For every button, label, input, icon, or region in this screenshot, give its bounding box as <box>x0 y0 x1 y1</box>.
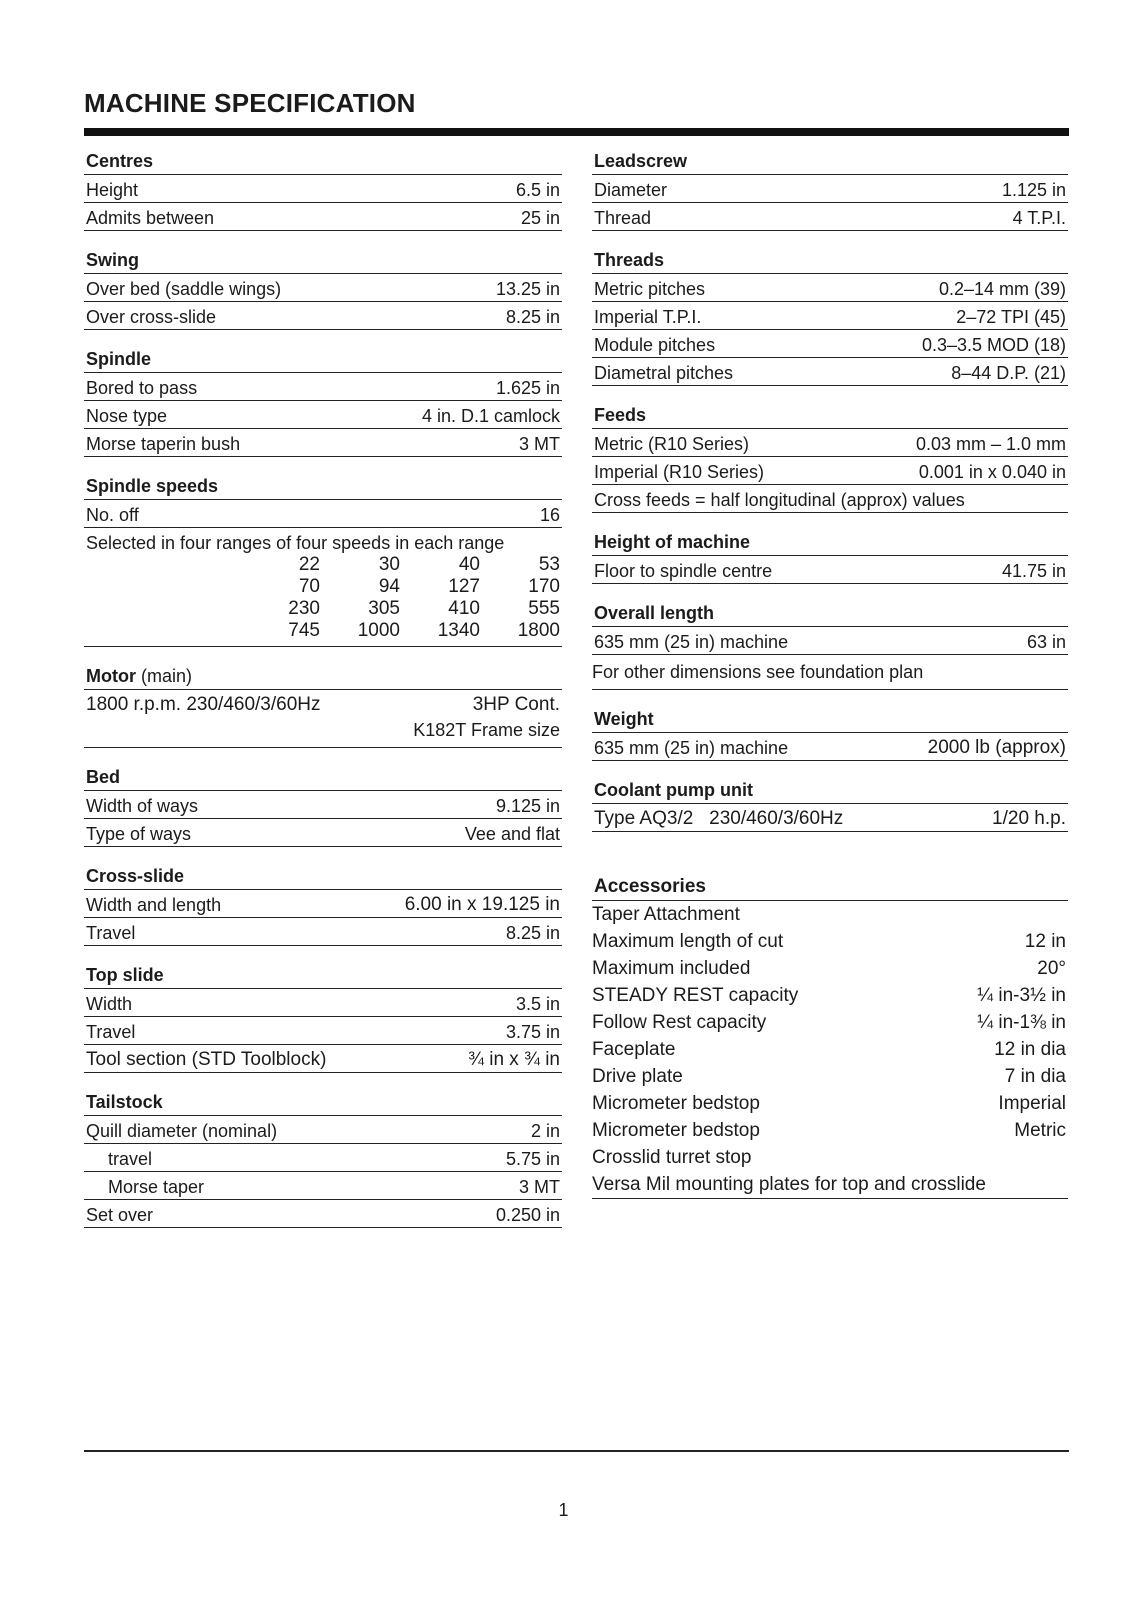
spec-label: Module pitches <box>594 335 716 355</box>
speed-cell: 305 <box>368 598 400 619</box>
spec-label: 1800 r.p.m. 230/460/3/60Hz <box>86 694 321 715</box>
accessory-row <box>592 1036 1068 1063</box>
spec-label: Over cross-slide <box>86 307 217 327</box>
spec-value: 1.125 in <box>1001 180 1066 200</box>
spec-value: 63 in <box>1026 632 1066 652</box>
spec-value: 0.001 in x 0.040 in <box>918 462 1066 482</box>
speed-cell: 30 <box>378 554 400 575</box>
spec-row <box>84 401 562 429</box>
spec-label: Morse taperin bush <box>86 434 241 454</box>
spec-label: Imperial (R10 Series) <box>594 462 765 482</box>
speed-range-row <box>242 620 562 642</box>
spec-value: 2000 lb (approx) <box>927 737 1066 758</box>
speed-cell: 170 <box>528 576 560 597</box>
spec-value: 0.2–14 mm (39) <box>938 279 1066 299</box>
section-motor <box>84 661 562 748</box>
speed-cell: 40 <box>458 554 480 575</box>
spec-row <box>592 330 1068 358</box>
accessory-label: Versa Mil mounting plates for top and crosslide <box>592 1174 986 1195</box>
accessory-label: Micrometer bedstop <box>592 1120 760 1141</box>
left-column <box>84 146 562 1242</box>
speed-cell: 555 <box>528 598 560 619</box>
speed-range-row <box>242 576 562 598</box>
motor-frame-size: K182T Frame size <box>84 717 562 748</box>
spec-value: 3.5 in <box>515 994 560 1014</box>
spec-row <box>592 302 1068 330</box>
speed-cell: 22 <box>298 554 320 575</box>
accessory-label: Micrometer bedstop <box>592 1093 760 1114</box>
spec-value: 0.250 in <box>495 1205 560 1225</box>
section-overall-length <box>592 598 1068 690</box>
spec-label: Width of ways <box>86 796 199 816</box>
spec-label: Over bed (saddle wings) <box>86 279 282 299</box>
speed-cell: 94 <box>378 576 400 597</box>
spec-label: Type of ways <box>86 824 192 844</box>
spec-value: 6.5 in <box>515 180 560 200</box>
accessory-value: ¼ in-3½ in <box>977 985 1066 1006</box>
spec-row <box>592 358 1068 386</box>
section-top-slide <box>84 960 562 1073</box>
spec-row <box>84 791 562 819</box>
spec-value: 4 in. D.1 camlock <box>421 406 560 426</box>
spec-value: 4 T.P.I. <box>1012 208 1066 228</box>
section-heading: Centres <box>84 146 562 175</box>
section-height-of-machine <box>592 527 1068 584</box>
spec-label: travel <box>108 1149 153 1169</box>
spec-value: 6.00 in x 19.125 in <box>404 894 560 915</box>
right-column <box>592 146 1068 1213</box>
speed-cell: 410 <box>448 598 480 619</box>
speed-cell: 53 <box>538 554 560 575</box>
spec-label: Set over <box>86 1205 154 1225</box>
spec-value: 0.03 mm – 1.0 mm <box>915 434 1066 454</box>
accessory-row <box>592 982 1068 1009</box>
section-heading: Threads <box>592 245 1068 274</box>
speed-cell: 1800 <box>517 620 560 641</box>
speed-cell: 1340 <box>437 620 480 641</box>
accessory-row <box>592 928 1068 955</box>
spec-value: Vee and flat <box>464 824 560 844</box>
accessory-value: 20° <box>1037 958 1066 979</box>
section-heading: Swing <box>84 245 562 274</box>
section-accessories <box>592 872 1068 1199</box>
spec-row <box>592 203 1068 231</box>
spec-value: 2–72 TPI (45) <box>956 307 1066 327</box>
spec-row <box>592 485 1068 513</box>
spec-row <box>592 274 1068 302</box>
section-weight <box>592 704 1068 761</box>
spec-label: No. off <box>86 505 139 525</box>
section-heading: Top slide <box>84 960 562 989</box>
spec-row <box>84 373 562 401</box>
section-heading: Spindle <box>84 344 562 373</box>
spec-row <box>84 175 562 203</box>
spec-value: 3HP Cont. <box>472 694 560 715</box>
speed-range-row <box>242 598 562 620</box>
accessory-label: Faceplate <box>592 1039 676 1060</box>
spec-value: 16 <box>539 505 560 525</box>
spec-value: 5.75 in <box>505 1149 560 1169</box>
accessory-label: Follow Rest capacity <box>592 1012 767 1033</box>
spec-label: Travel <box>86 1022 136 1042</box>
spec-row <box>84 1144 562 1172</box>
section-heading: Coolant pump unit <box>592 775 1068 804</box>
section-leadscrew <box>592 146 1068 231</box>
spec-value: 9.125 in <box>495 796 560 816</box>
spec-row <box>84 203 562 231</box>
spec-row <box>592 733 1068 761</box>
spec-row <box>84 890 562 918</box>
spec-row <box>84 500 562 528</box>
section-heading: Weight <box>592 704 1068 733</box>
spec-label: Quill diameter (nominal) <box>86 1121 278 1141</box>
spec-value: 3.75 in <box>505 1022 560 1042</box>
footer-rule <box>84 1450 1069 1452</box>
spec-row <box>592 175 1068 203</box>
spec-label: Diameter <box>594 180 668 200</box>
speed-table <box>84 528 562 647</box>
spec-value: 25 in <box>520 208 560 228</box>
motor-heading-title: Motor <box>86 666 136 686</box>
section-coolant-pump <box>592 775 1068 832</box>
spec-value: 1/20 h.p. <box>992 808 1066 829</box>
speed-grid <box>242 554 562 642</box>
spec-label: 635 mm (25 in) machine <box>594 632 789 652</box>
spec-label: Diametral pitches <box>594 363 734 383</box>
spec-row <box>84 1116 562 1144</box>
spec-value: 8.25 in <box>505 307 560 327</box>
section-centres <box>84 146 562 231</box>
accessory-row <box>592 901 1068 928</box>
spec-row <box>592 627 1068 655</box>
spec-value: 41.75 in <box>1001 561 1066 581</box>
spec-label: Morse taper <box>108 1177 205 1197</box>
spec-label: Thread <box>594 208 652 228</box>
accessory-value: Imperial <box>998 1093 1066 1114</box>
spec-label: Floor to spindle centre <box>594 561 773 581</box>
speed-cell: 230 <box>288 598 320 619</box>
spec-row <box>592 457 1068 485</box>
section-bed <box>84 762 562 847</box>
spec-row <box>84 1172 562 1200</box>
motor-heading-note: (main) <box>141 666 193 686</box>
page-title: MACHINE SPECIFICATION <box>84 88 416 118</box>
spec-row <box>84 1017 562 1045</box>
spec-label: Width <box>86 994 133 1014</box>
spec-row <box>84 429 562 457</box>
spec-value: 2 in <box>530 1121 560 1141</box>
accessory-value: 12 in dia <box>994 1039 1066 1060</box>
accessory-row <box>592 1144 1068 1171</box>
spec-row <box>84 1200 562 1228</box>
spec-label: Travel <box>86 923 136 943</box>
page-number: 1 <box>558 1500 569 1520</box>
spec-label: Bored to pass <box>86 378 198 398</box>
section-heading: Tailstock <box>84 1087 562 1116</box>
spec-label: Nose type <box>86 406 168 426</box>
spec-row <box>592 429 1068 457</box>
spec-row <box>84 1045 562 1073</box>
accessory-row <box>592 955 1068 982</box>
spec-label: Type AQ3/2 230/460/3/60Hz <box>594 808 844 829</box>
foundation-plan-note: For other dimensions see foundation plan <box>592 655 1068 690</box>
accessory-label: Crosslid turret stop <box>592 1147 752 1168</box>
section-feeds <box>592 400 1068 513</box>
accessory-row <box>592 1117 1068 1144</box>
spec-row <box>84 274 562 302</box>
spec-label: Width and length <box>86 895 222 915</box>
section-tailstock <box>84 1087 562 1228</box>
accessory-row <box>592 1171 1068 1199</box>
section-heading: Leadscrew <box>592 146 1068 175</box>
spec-value: 13.25 in <box>495 279 560 299</box>
spec-row <box>592 556 1068 584</box>
speed-cell: 70 <box>298 576 320 597</box>
accessory-value: 12 in <box>1024 931 1066 952</box>
spec-label: Tool section (STD Toolblock) <box>86 1049 327 1070</box>
accessory-label: Maximum included <box>592 958 751 979</box>
section-heading: Height of machine <box>592 527 1068 556</box>
accessory-label: Maximum length of cut <box>592 931 784 952</box>
accessory-row <box>592 1090 1068 1117</box>
section-heading: Overall length <box>592 598 1068 627</box>
section-heading: Accessories <box>592 872 1068 901</box>
section-cross-slide <box>84 861 562 946</box>
spec-value: 1.625 in <box>495 378 560 398</box>
accessory-value: Metric <box>1014 1120 1066 1141</box>
spec-label: Cross feeds = half longitudinal (approx) values <box>594 490 965 510</box>
spec-label: Admits between <box>86 208 215 228</box>
spec-label: 635 mm (25 in) machine <box>594 738 789 758</box>
speed-cell: 1000 <box>357 620 400 641</box>
accessory-row <box>592 1009 1068 1036</box>
spec-row <box>84 819 562 847</box>
section-heading <box>84 661 562 690</box>
spec-row <box>84 989 562 1017</box>
speed-cell: 127 <box>448 576 480 597</box>
spec-row <box>84 690 562 717</box>
accessory-label: Drive plate <box>592 1066 683 1087</box>
section-heading: Spindle speeds <box>84 471 562 500</box>
spec-row <box>84 918 562 946</box>
accessory-row <box>592 1063 1068 1090</box>
spec-row <box>84 302 562 330</box>
speed-cell: 745 <box>288 620 320 641</box>
spec-value: ¾ in x ¾ in <box>468 1049 560 1070</box>
spec-label: Metric (R10 Series) <box>594 434 750 454</box>
title-rule <box>84 128 1069 136</box>
accessory-label: Taper Attachment <box>592 904 740 925</box>
section-threads <box>592 245 1068 386</box>
section-heading: Bed <box>84 762 562 791</box>
section-heading: Feeds <box>592 400 1068 429</box>
section-spindle <box>84 344 562 457</box>
speed-range-row <box>242 554 562 576</box>
section-swing <box>84 245 562 330</box>
spec-label: Metric pitches <box>594 279 706 299</box>
accessory-value: 7 in dia <box>1004 1066 1066 1087</box>
spec-value: 8.25 in <box>505 923 560 943</box>
spec-label: Height <box>86 180 139 200</box>
spec-label: Imperial T.P.I. <box>594 307 702 327</box>
section-spindle-speeds <box>84 471 562 647</box>
spec-value: 3 MT <box>518 434 560 454</box>
speed-table-intro: Selected in four ranges of four speeds in each range <box>86 533 505 553</box>
spec-row <box>592 804 1068 832</box>
accessory-value: ¼ in-1⅜ in <box>977 1012 1066 1033</box>
section-heading: Cross-slide <box>84 861 562 890</box>
spec-value: 0.3–3.5 MOD (18) <box>921 335 1066 355</box>
spec-value: 3 MT <box>518 1177 560 1197</box>
accessory-label: STEADY REST capacity <box>592 985 799 1006</box>
spec-value: 8–44 D.P. (21) <box>951 363 1066 383</box>
